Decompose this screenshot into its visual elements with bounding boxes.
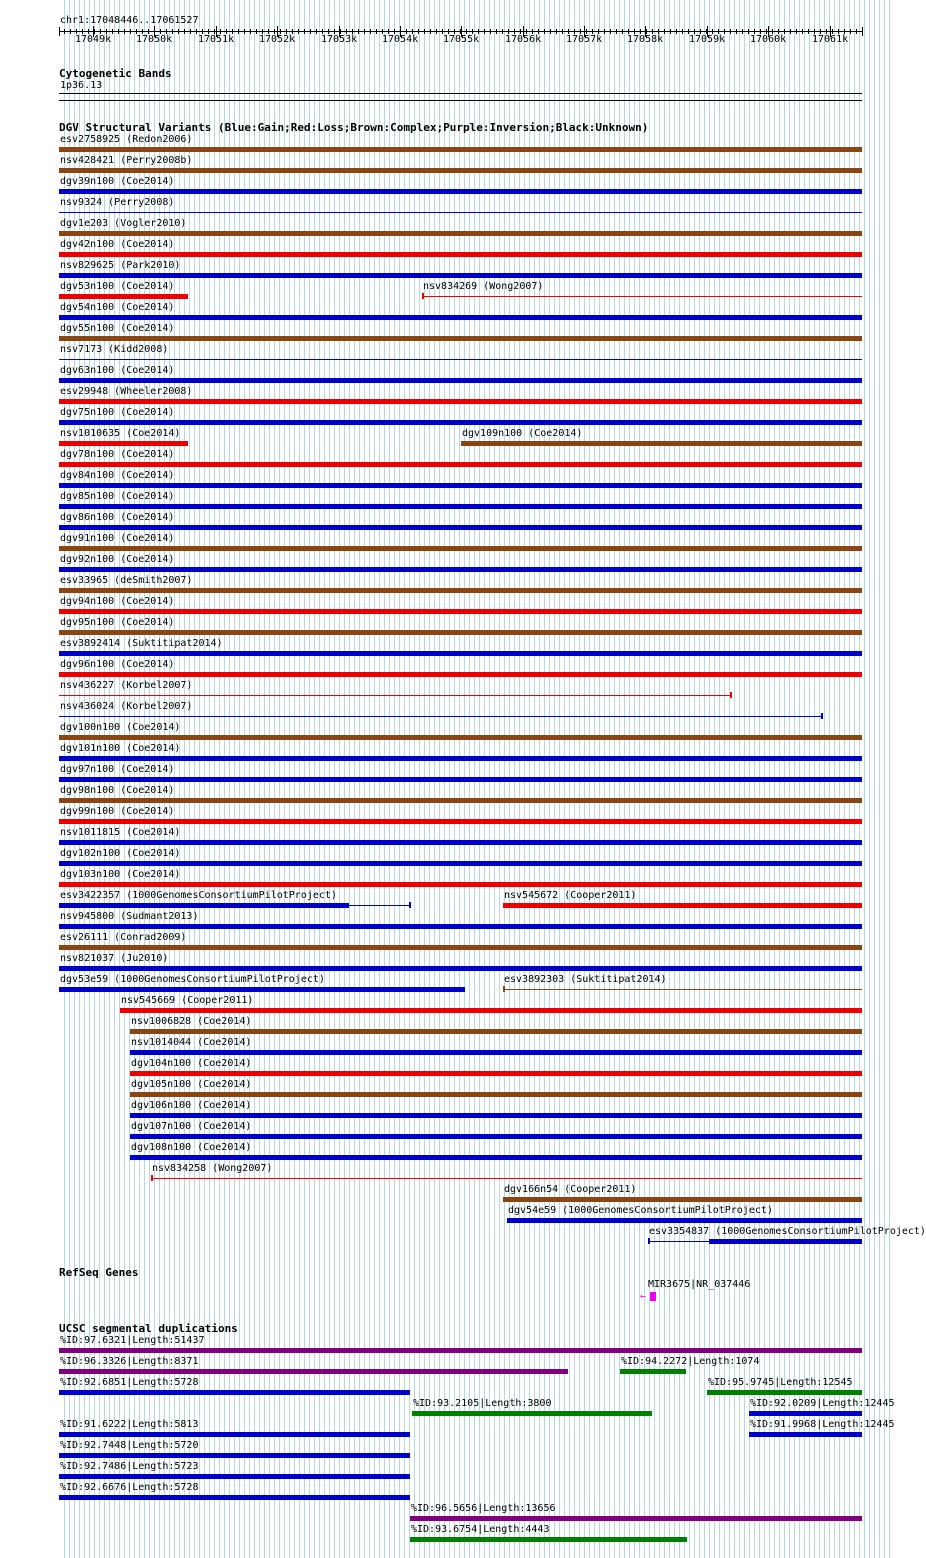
feature-bar: [59, 504, 862, 509]
feature-bar: [59, 231, 862, 236]
feature-label: dgv94n100 (Coe2014): [60, 596, 175, 607]
ruler-minor-tick: [616, 29, 617, 34]
feature-bar: [59, 735, 862, 740]
ruler-minor-tick: [298, 29, 299, 34]
feature-bar: [59, 441, 188, 446]
feature-bar: [507, 1218, 862, 1223]
feature-end-cap: [151, 1175, 153, 1181]
ruler-minor-tick: [238, 29, 239, 34]
ruler-end-tick: [862, 27, 863, 36]
feature-bar: [59, 1390, 410, 1395]
feature-label: %ID:91.9968|Length:12445: [750, 1419, 895, 1430]
feature-bar: [59, 336, 862, 341]
feature-label: dgv98n100 (Coe2014): [60, 785, 175, 796]
ruler-minor-tick: [556, 29, 557, 34]
ruler-minor-tick: [796, 29, 797, 34]
feature-bar: [749, 1411, 862, 1416]
cytoband-track-title[interactable]: Cytogenetic Bands: [59, 67, 172, 80]
feature-label: dgv101n100 (Coe2014): [60, 743, 181, 754]
ruler-tick-label: 17050k: [136, 34, 173, 45]
gene-feature: [650, 1292, 656, 1301]
feature-label: dgv106n100 (Coe2014): [131, 1100, 252, 1111]
ruler-minor-tick: [70, 29, 71, 34]
feature-bar: [59, 567, 862, 572]
ruler-minor-tick: [604, 29, 605, 34]
feature-bar: [59, 903, 349, 908]
feature-label: %ID:92.6676|Length:5728: [60, 1482, 199, 1493]
ruler-minor-tick: [856, 29, 857, 34]
feature-label: nsv834258 (Wong2007): [152, 1163, 273, 1174]
feature-bar: [59, 630, 862, 635]
feature-label: nsv428421 (Perry2008b): [60, 155, 193, 166]
feature-thin-line: [503, 989, 862, 990]
ruler-end-tick: [59, 27, 60, 36]
feature-bar: [130, 1134, 862, 1139]
ruler-minor-tick: [424, 29, 425, 34]
ruler-minor-tick: [562, 29, 563, 34]
feature-bar: [59, 924, 862, 929]
ruler-tick-label: 17053k: [321, 34, 358, 45]
feature-bar: [620, 1369, 686, 1374]
ruler-minor-tick: [748, 29, 749, 34]
feature-label: %ID:92.6851|Length:5728: [60, 1377, 199, 1388]
feature-label: nsv436024 (Korbel2007): [60, 701, 193, 712]
ruler-minor-tick: [502, 29, 503, 34]
ruler-minor-tick: [250, 29, 251, 34]
ruler-minor-tick: [544, 29, 545, 34]
ruler-minor-tick: [664, 29, 665, 34]
ruler-minor-tick: [130, 29, 131, 34]
feature-label: nsv834269 (Wong2007): [423, 281, 544, 292]
feature-bar: [120, 1008, 862, 1013]
feature-bar: [59, 546, 862, 551]
feature-label: esv33965 (deSmith2007): [60, 575, 193, 586]
feature-label: %ID:96.3326|Length:8371: [60, 1356, 199, 1367]
ruler-minor-tick: [376, 29, 377, 34]
ruler-minor-tick: [184, 29, 185, 34]
feature-label: nsv9324 (Perry2008): [60, 197, 175, 208]
feature-label: nsv7173 (Kidd2008): [60, 344, 169, 355]
feature-label: %ID:92.0209|Length:12445: [750, 1398, 895, 1409]
feature-label: dgv92n100 (Coe2014): [60, 554, 175, 565]
ruler-minor-tick: [484, 29, 485, 34]
gene-label: MIR3675|NR_037446: [648, 1279, 751, 1290]
feature-bar: [59, 882, 862, 887]
feature-bar: [130, 1113, 862, 1118]
feature-bar: [59, 147, 862, 152]
feature-bar: [59, 861, 862, 866]
feature-bar: [130, 1050, 862, 1055]
feature-bar: [59, 189, 862, 194]
feature-label: dgv95n100 (Coe2014): [60, 617, 175, 628]
feature-label: dgv107n100 (Coe2014): [131, 1121, 252, 1132]
cytoband-label: 1p36.13: [60, 80, 103, 91]
ruler-tick-label: 17054k: [382, 34, 419, 45]
ruler-minor-tick: [124, 29, 125, 34]
feature-bar: [749, 1432, 862, 1437]
feature-end-cap: [409, 902, 411, 908]
ruler-minor-tick: [730, 29, 731, 34]
ruler-tick-label: 17057k: [566, 34, 603, 45]
ruler-minor-tick: [682, 29, 683, 34]
ruler-tick-label: 17049k: [75, 34, 112, 45]
feature-label: dgv100n100 (Coe2014): [60, 722, 181, 733]
cytoband-line-bottom: [59, 100, 862, 101]
feature-bar: [130, 1071, 862, 1076]
cytoband-line-top: [59, 93, 862, 94]
feature-bar: [59, 525, 862, 530]
feature-bar: [59, 1474, 410, 1479]
feature-bar: [59, 777, 862, 782]
feature-label: %ID:96.5656|Length:13656: [411, 1503, 556, 1514]
feature-thin-line: [59, 716, 822, 717]
feature-bar: [410, 1516, 862, 1521]
feature-bar: [709, 1239, 862, 1244]
feature-bar: [59, 588, 862, 593]
ruler-tick-label: 17052k: [259, 34, 296, 45]
feature-thin-line: [349, 905, 410, 906]
ruler-tick-label: 17060k: [750, 34, 787, 45]
feature-bar: [59, 966, 862, 971]
ruler-minor-tick: [364, 29, 365, 34]
feature-label: dgv102n100 (Coe2014): [60, 848, 181, 859]
feature-bar: [59, 378, 862, 383]
ruler-minor-tick: [490, 29, 491, 34]
feature-label: dgv104n100 (Coe2014): [131, 1058, 252, 1069]
feature-bar: [59, 1348, 862, 1353]
ruler-minor-tick: [496, 29, 497, 34]
feature-label: dgv103n100 (Coe2014): [60, 869, 181, 880]
feature-bar: [130, 1092, 862, 1097]
feature-label: nsv1014044 (Coe2014): [131, 1037, 252, 1048]
feature-label: dgv96n100 (Coe2014): [60, 659, 175, 670]
feature-label: %ID:93.2105|Length:3800: [413, 1398, 552, 1409]
feature-label: %ID:94.2272|Length:1074: [621, 1356, 760, 1367]
ruler-tick-label: 17059k: [689, 34, 726, 45]
feature-bar: [503, 1197, 862, 1202]
ruler-tick-label: 17051k: [198, 34, 235, 45]
feature-thin-line: [151, 1178, 862, 1179]
feature-end-cap: [503, 986, 505, 992]
feature-label: dgv55n100 (Coe2014): [60, 323, 175, 334]
feature-bar: [59, 294, 188, 299]
ruler-minor-tick: [358, 29, 359, 34]
feature-bar: [59, 273, 862, 278]
feature-label: dgv1e203 (Vogler2010): [60, 218, 187, 229]
feature-bar: [59, 798, 862, 803]
ruler-minor-tick: [676, 29, 677, 34]
feature-label: esv29948 (Wheeler2008): [60, 386, 193, 397]
feature-bar: [59, 840, 862, 845]
feature-bar: [59, 756, 862, 761]
ruler-tick-label: 17055k: [443, 34, 480, 45]
refseq-track-title[interactable]: RefSeq Genes: [59, 1266, 139, 1279]
feature-bar: [410, 1537, 687, 1542]
ruler-minor-tick: [178, 29, 179, 34]
feature-bar: [59, 168, 862, 173]
position-label: chr1:17048446..17061527: [60, 15, 199, 26]
feature-bar: [707, 1390, 862, 1395]
feature-label: nsv1006828 (Coe2014): [131, 1016, 252, 1027]
feature-end-cap: [422, 293, 424, 299]
feature-label: dgv86n100 (Coe2014): [60, 512, 175, 523]
feature-label: nsv821037 (Ju2010): [60, 953, 169, 964]
feature-bar: [59, 420, 862, 425]
ruler-minor-tick: [118, 29, 119, 34]
feature-bar: [59, 987, 465, 992]
feature-label: dgv109n100 (Coe2014): [462, 428, 583, 439]
ruler-minor-tick: [256, 29, 257, 34]
ruler-minor-tick: [736, 29, 737, 34]
feature-label: dgv75n100 (Coe2014): [60, 407, 175, 418]
feature-thin-line: [59, 359, 862, 360]
ruler-minor-tick: [304, 29, 305, 34]
ruler-minor-tick: [550, 29, 551, 34]
feature-bar: [461, 441, 862, 446]
feature-bar: [503, 903, 862, 908]
feature-label: nsv1011815 (Coe2014): [60, 827, 181, 838]
segdup-track-title[interactable]: UCSC segmental duplications: [59, 1322, 238, 1335]
feature-label: dgv108n100 (Coe2014): [131, 1142, 252, 1153]
feature-bar: [59, 462, 862, 467]
feature-thin-line: [422, 296, 862, 297]
feature-label: esv3422357 (1000GenomesConsortiumPilotProject): [60, 890, 337, 901]
feature-bar: [130, 1029, 862, 1034]
dgv-track-title[interactable]: DGV Structural Variants (Blue:Gain;Red:Loss;Brown:Complex;Purple:Inversion;Black:Unknown): [59, 121, 649, 134]
feature-label: dgv91n100 (Coe2014): [60, 533, 175, 544]
feature-end-cap: [730, 692, 732, 698]
feature-bar: [59, 252, 862, 257]
strand-arrow-icon: ←: [640, 1291, 647, 1302]
ruler-minor-tick: [742, 29, 743, 34]
feature-label: esv3892414 (Suktitipat2014): [60, 638, 223, 649]
ruler-minor-tick: [430, 29, 431, 34]
feature-label: %ID:91.6222|Length:5813: [60, 1419, 199, 1430]
feature-label: nsv1010635 (Coe2014): [60, 428, 181, 439]
feature-bar: [59, 399, 862, 404]
feature-label: nsv545669 (Cooper2011): [121, 995, 254, 1006]
feature-label: %ID:97.6321|Length:51437: [60, 1335, 205, 1346]
feature-bar: [59, 1369, 568, 1374]
ruler-minor-tick: [370, 29, 371, 34]
ruler-tick-label: 17058k: [627, 34, 664, 45]
feature-label: %ID:93.6754|Length:4443: [411, 1524, 550, 1535]
feature-bar: [130, 1155, 862, 1160]
feature-label: dgv105n100 (Coe2014): [131, 1079, 252, 1090]
feature-label: %ID:92.7448|Length:5720: [60, 1440, 199, 1451]
ruler-minor-tick: [808, 29, 809, 34]
ruler-minor-tick: [418, 29, 419, 34]
ruler-minor-tick: [190, 29, 191, 34]
feature-bar: [412, 1411, 652, 1416]
feature-label: dgv54e59 (1000GenomesConsortiumPilotProject): [508, 1205, 773, 1216]
feature-bar: [59, 1432, 410, 1437]
feature-label: dgv166n54 (Cooper2011): [504, 1184, 637, 1195]
ruler-tick-label: 17056k: [505, 34, 542, 45]
feature-label: dgv54n100 (Coe2014): [60, 302, 175, 313]
ruler-minor-tick: [850, 29, 851, 34]
feature-label: esv3892303 (Suktitipat2014): [504, 974, 667, 985]
feature-label: nsv945800 (Sudmant2013): [60, 911, 199, 922]
feature-label: nsv829625 (Park2010): [60, 260, 181, 271]
feature-end-cap: [821, 713, 823, 719]
feature-label: dgv97n100 (Coe2014): [60, 764, 175, 775]
feature-label: dgv42n100 (Coe2014): [60, 239, 175, 250]
feature-bar: [59, 315, 862, 320]
ruler-minor-tick: [316, 29, 317, 34]
ruler-minor-tick: [244, 29, 245, 34]
ruler-minor-tick: [196, 29, 197, 34]
feature-thin-line: [59, 695, 731, 696]
feature-label: nsv545672 (Cooper2011): [504, 890, 637, 901]
feature-thin-line: [648, 1241, 709, 1242]
feature-bar: [59, 672, 862, 677]
feature-label: nsv436227 (Korbel2007): [60, 680, 193, 691]
feature-bar: [59, 819, 862, 824]
feature-bar: [59, 483, 862, 488]
feature-thin-line: [59, 212, 862, 213]
feature-label: dgv53n100 (Coe2014): [60, 281, 175, 292]
feature-label: esv3354837 (1000GenomesConsortiumPilotProject): [649, 1226, 926, 1237]
feature-label: dgv78n100 (Coe2014): [60, 449, 175, 460]
ruler-minor-tick: [670, 29, 671, 34]
feature-label: dgv63n100 (Coe2014): [60, 365, 175, 376]
feature-label: dgv84n100 (Coe2014): [60, 470, 175, 481]
ruler-minor-tick: [112, 29, 113, 34]
feature-bar: [59, 1453, 410, 1458]
feature-label: %ID:95.9745|Length:12545: [708, 1377, 853, 1388]
feature-bar: [59, 651, 862, 656]
ruler-minor-tick: [622, 29, 623, 34]
feature-label: esv26111 (Conrad2009): [60, 932, 187, 943]
feature-label: dgv53e59 (1000GenomesConsortiumPilotProject): [60, 974, 325, 985]
ruler-tick-label: 17061k: [812, 34, 849, 45]
feature-label: dgv85n100 (Coe2014): [60, 491, 175, 502]
feature-label: dgv39n100 (Coe2014): [60, 176, 175, 187]
ruler-minor-tick: [64, 29, 65, 34]
ruler-minor-tick: [802, 29, 803, 34]
feature-label: %ID:92.7486|Length:5723: [60, 1461, 199, 1472]
feature-bar: [59, 609, 862, 614]
feature-bar: [59, 945, 862, 950]
feature-label: dgv99n100 (Coe2014): [60, 806, 175, 817]
ruler-minor-tick: [790, 29, 791, 34]
ruler-minor-tick: [610, 29, 611, 34]
feature-label: esv2758925 (Redon2006): [60, 134, 193, 145]
ruler-minor-tick: [310, 29, 311, 34]
feature-bar: [59, 1495, 410, 1500]
feature-end-cap: [648, 1238, 650, 1244]
ruler-minor-tick: [172, 29, 173, 34]
ruler-minor-tick: [436, 29, 437, 34]
